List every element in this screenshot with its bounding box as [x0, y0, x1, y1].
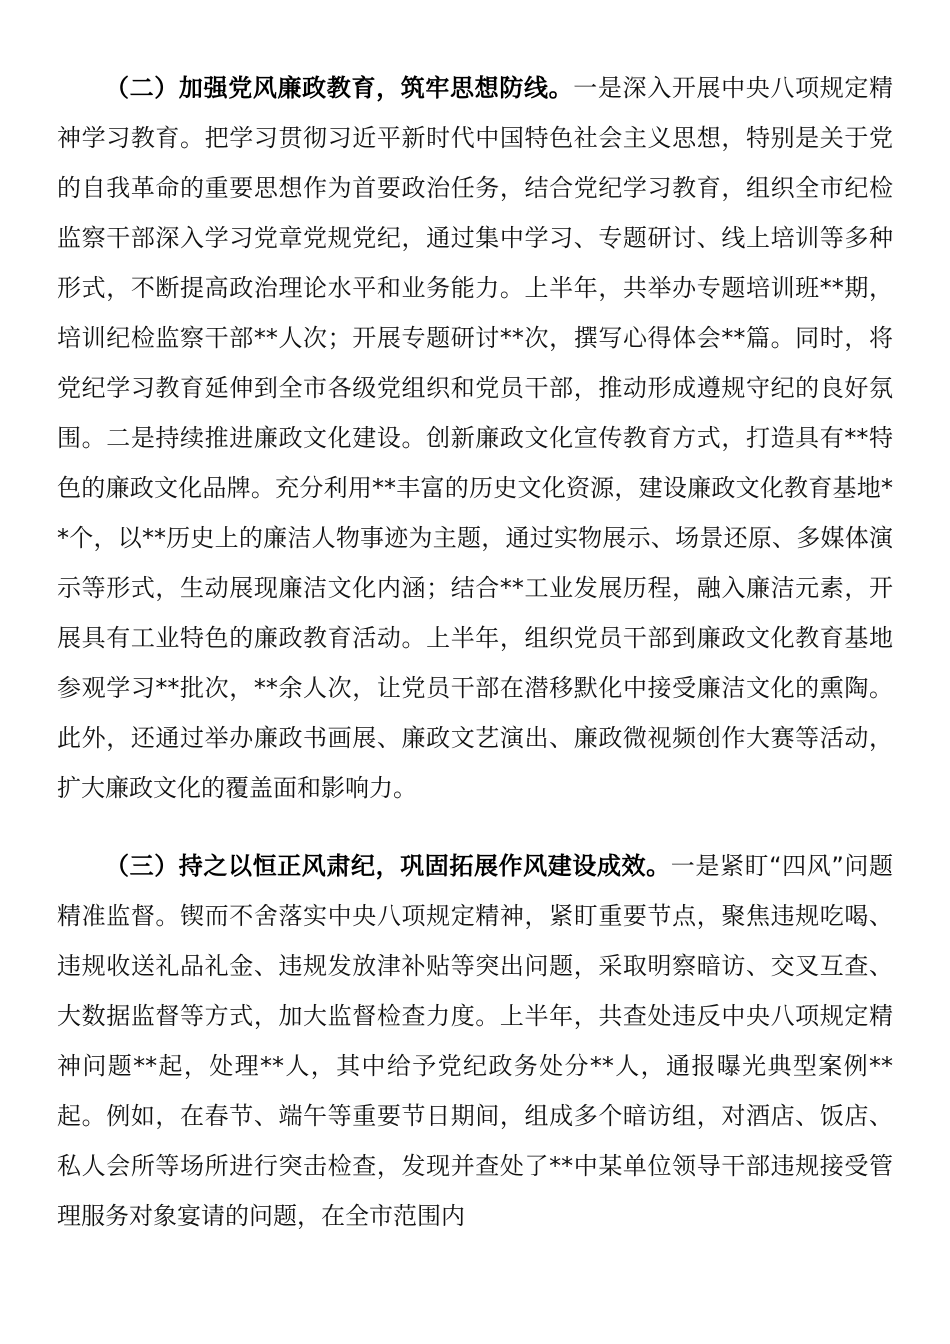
paragraph-section-3 — [57, 841, 893, 1241]
paragraph-body-3: 一是紧盯“四风”问题精准监督。锲而不舍落实中央八项规定精神，紧盯重要节点，聚焦违规吃喝、违规收送礼品礼金、违规发放津补贴等突出问题，采取明察暗访、交叉互查、大数据监督等方式，加大监督检查力度。上半年，共查处违反中央八项规定精神问题**起，处理**人，其中给予党纪政务处分**人，通报曝光典型案例**起。例如，在春节、端午等重要节日期间，组成多个暗访组，对酒店、饭店、私人会所等场所进行突击检查，发现并查处了**中某单位领导干部违规接受管理服务对象宴请的问题，在全市范围内 — [57, 852, 893, 1230]
paragraph-body-2: 一是深入开展中央八项规定精神学习教育。把学习贯彻习近平新时代中国特色社会主义思想，特别是关于党的自我革命的重要思想作为首要政治任务，结合党纪学习教育，组织全市纪检监察干部深入学习党章党规党纪，通过集中学习、专题研讨、线上培训等多种形式，不断提高政治理论水平和业务能力。上半年，共举办专题培训班**期，培训纪检监察干部**人次；开展专题研讨**次，撰写心得体会**篇。同时，将党纪学习教育延伸到全市各级党组织和党员干部，推动形成遵规守纪的良好氛围。二是持续推进廉政文化建设。创新廉政文化宣传教育方式，打造具有**特色的廉政文化品牌。充分利用**丰富的历史文化资源，建设廉政文化教育基地**个，以**历史上的廉洁人物事迹为主题，通过实物展示、场景还原、多媒体演示等形式，生动展现廉洁文化内涵；结合**工业发展历程，融入廉洁元素，开展具有工业特色的廉政教育活动。上半年，组织党员干部到廉政文化教育基地参观学习**批次，**余人次，让党员干部在潜移默化中接受廉洁文化的熏陶。此外，还通过举办廉政书画展、廉政文艺演出、廉政微视频创作大赛等活动，扩大廉政文化的覆盖面和影响力。 — [57, 74, 894, 802]
section-heading-3: （三）持之以恒正风肃纪，巩固拓展作风建设成效。 — [105, 852, 671, 880]
document-page — [57, 63, 893, 1241]
section-heading-2: （二）加强党风廉政教育，筑牢思想防线。 — [105, 74, 574, 102]
paragraph-section-2 — [57, 63, 893, 813]
